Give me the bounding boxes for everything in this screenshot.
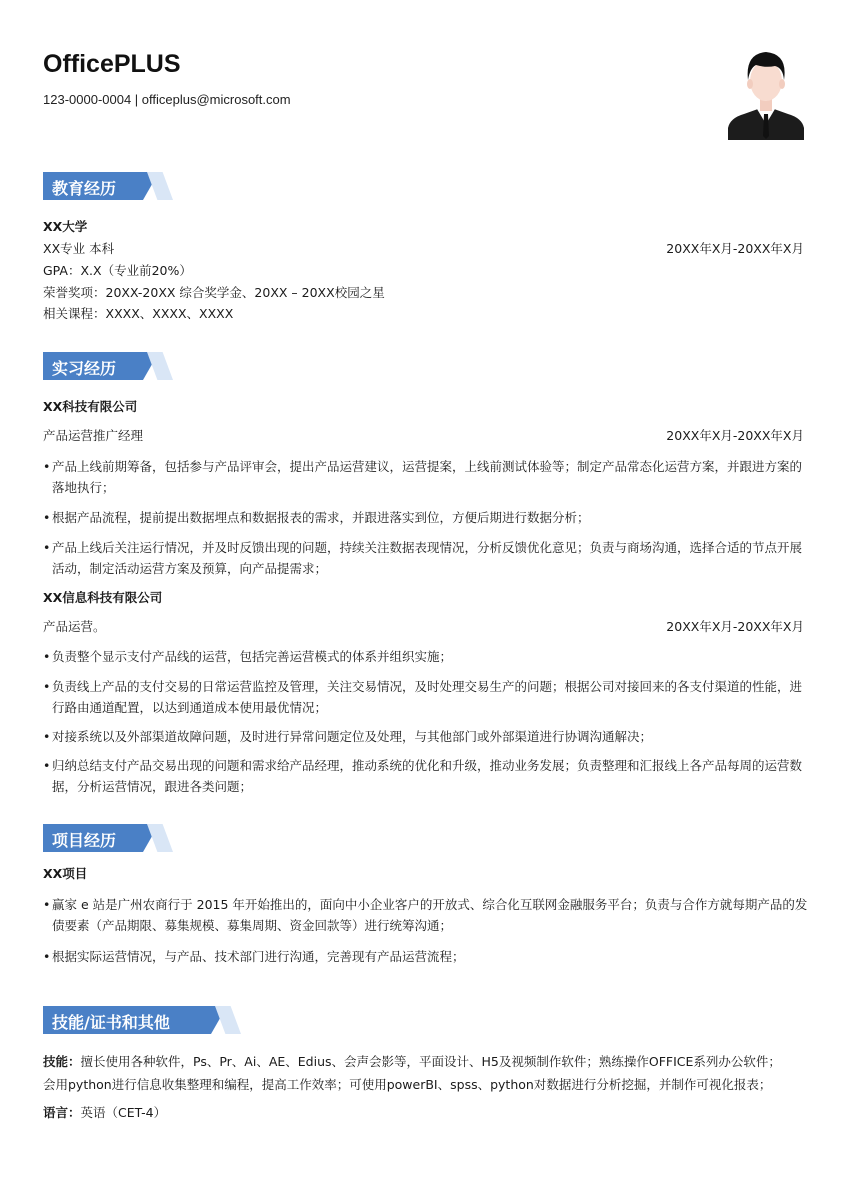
- skills-line-1: 技能：擅长使用各种软件，Ps、Pr、Ai、AE、Edius、会声会影等，平面设计、H5及视频制作软件；熟练操作OFFICE系列办公软件；: [43, 1054, 781, 1069]
- section-title: 实习经历: [52, 359, 117, 378]
- job-bullet: • 归纳总结支付产品交易出现的问题和需求给产品经理，推动系统的优化和升级，推动业务发展；负责整理和汇报线上各产品每周的运营数据，分析运营情况，跟进各类问题；: [43, 758, 803, 794]
- job-role: 产品运营。: [43, 619, 106, 634]
- job-role: 产品运营推广经理: [43, 428, 144, 443]
- education-date: 20XX年X月-20XX年X月: [666, 241, 804, 256]
- job-bullet: • 产品上线前期筹备，包括参与产品评审会，提出产品运营建议，运营提案，上线前测试体验等；制定产品常态化运营方案，并跟进方案的落地执行；: [43, 459, 803, 495]
- skills-line-2: 会用python进行信息收集整理和编程，提高工作效率；可使用powerBI、spss、python对数据进行分析挖掘，并制作可视化报表；: [43, 1077, 772, 1092]
- contact-info: 123-0000-0004 | officeplus@microsoft.com: [43, 92, 291, 107]
- company-name: XX科技有限公司: [43, 399, 138, 414]
- section-header-education: [43, 172, 173, 200]
- courses: 相关课程：XXXX、XXXX、XXXX: [43, 306, 234, 321]
- job-bullet: • 根据产品流程，提前提出数据埋点和数据报表的需求，并跟进落实到位，方便后期进行数据分析；: [43, 510, 590, 525]
- section-title: 项目经历: [52, 831, 117, 850]
- company-name: XX信息科技有限公司: [43, 590, 163, 605]
- language-line: 语言：英语（CET-4）: [43, 1105, 167, 1120]
- section-header-internship: [43, 352, 173, 380]
- honors: 荣誉奖项：20XX-20XX 综合奖学金、20XX – 20XX校园之星: [43, 285, 385, 300]
- section-header-skills: [43, 1006, 173, 1034]
- project-bullet: • 根据实际运营情况，与产品、技术部门进行沟通，完善现有产品运营流程；: [43, 949, 465, 964]
- job-bullet: • 对接系统以及外部渠道故障问题，及时进行异常问题定位及处理，与其他部门或外部渠道进行协调沟通解决；: [43, 729, 653, 744]
- section-header-projects: [43, 824, 173, 852]
- job-bullet: • 负责线上产品的支付交易的日常运营监控及管理，关注交易情况，及时处理交易生产的问题；根据公司对接回来的各支付渠道的性能，进行路由通道配置，以达到通道成本使用最优情况；: [43, 679, 803, 715]
- project-bullet: • 赢家 e 站是广州农商行于 2015 年开始推出的，面向中小企业客户的开放式、综合化互联网金融服务平台；负责与合作方就每期产品的发债要素（产品期限、募集规模、募集周期、资金回款等）进行统筹沟通；: [43, 897, 808, 933]
- job-bullet: • 产品上线后关注运行情况，并及时反馈出现的问题，持续关注数据表现情况，分析反馈优化意见；负责与商场沟通，选择合适的节点开展活动，制定活动运营方案及预算，向产品提需求；: [43, 540, 803, 576]
- job-date: 20XX年X月-20XX年X月: [666, 619, 804, 634]
- section-title: 技能/证书和其他: [52, 1013, 170, 1032]
- avatar: [728, 46, 804, 140]
- gpa: GPA：X.X（专业前20%）: [43, 263, 192, 278]
- major-degree: XX专业 本科: [43, 241, 115, 256]
- job-bullet: • 负责整个显示支付产品线的运营，包括完善运营模式的体系并组织实施；: [43, 649, 453, 664]
- school-name: XX大学: [43, 219, 88, 234]
- section-title: 教育经历: [52, 179, 117, 198]
- project-name: XX项目: [43, 866, 88, 881]
- candidate-name: OfficePLUS: [43, 50, 181, 78]
- job-date: 20XX年X月-20XX年X月: [666, 428, 804, 443]
